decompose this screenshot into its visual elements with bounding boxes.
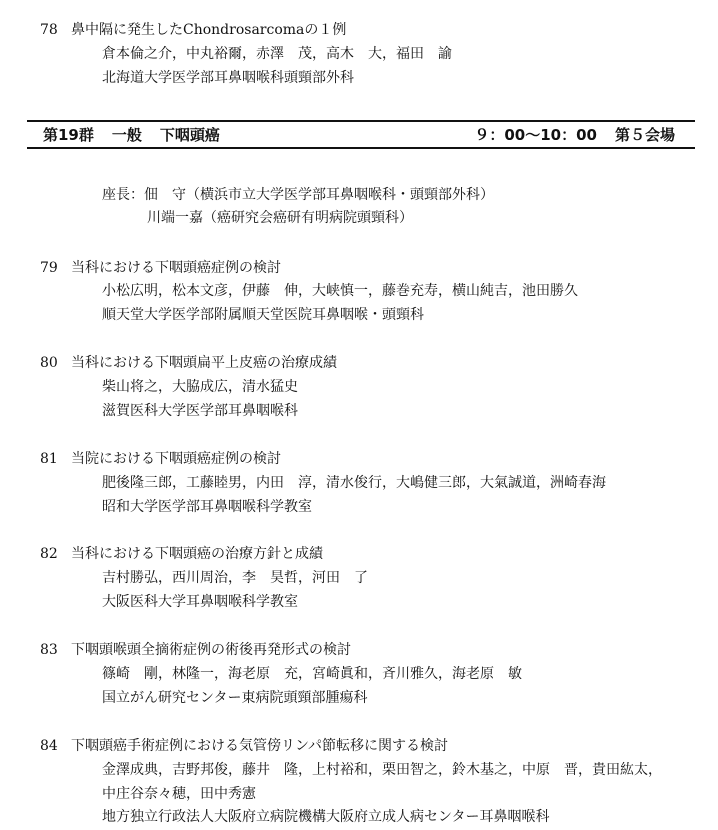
session-topic: 下咽頭癌 (159, 126, 220, 144)
entry-affiliation: 国立がん研究センター東病院頭頸部腫瘍科 (102, 690, 368, 706)
session-group: 第19群 (43, 126, 94, 144)
entry-number: 83 (40, 642, 58, 658)
entry-title: 下咽頭喉頭全摘術症例の術後再発形式の検討 (71, 642, 351, 658)
chair-line-2: 川端一嘉（癌研究会癌研有明病院頭頸科） (147, 210, 413, 226)
entry-authors: 柴山将之，大脇成広，清水猛史 (102, 379, 298, 395)
entry-authors: 肥後隆三郎，工藤睦男，内田 淳，清水俊行，大嶋健三郎，大氣誠道，洲崎春海 (102, 475, 606, 491)
entry-authors: 倉本倫之介，中丸裕爾，赤澤 茂，高木 大，福田 諭 (102, 46, 452, 62)
entry-title: 当科における下咽頭扁平上皮癌の治療成績 (71, 355, 337, 371)
header-rule-top (27, 120, 695, 122)
session-time: ９：00～10：00 (474, 126, 597, 144)
entry-number: 80 (40, 355, 58, 371)
entry-affiliation: 滋賀医科大学医学部耳鼻咽喉科 (102, 403, 298, 419)
session-header (27, 120, 695, 150)
header-rule-bottom (27, 147, 695, 149)
entry-title: 当科における下咽頭癌の治療方針と成績 (71, 546, 323, 562)
entry-number: 78 (40, 22, 58, 38)
entry-title: 鼻中隔に発生したChondrosarcomaの１例 (71, 22, 347, 38)
entry-affiliation: 昭和大学医学部耳鼻咽喉科学教室 (102, 499, 312, 515)
entry-authors-continued: 中庄谷奈々穂，田中秀憲 (102, 786, 256, 802)
entry-affiliation: 地方独立行政法人大阪府立病院機構大阪府立成人病センター耳鼻咽喉科 (102, 809, 550, 825)
entry-authors: 小松広明，松本文彦，伊藤 伸，大峡慎一，藤巻充寿，横山純吉，池田勝久 (102, 283, 578, 299)
entry-number: 79 (40, 260, 58, 276)
chair-line-1: 座長：佃 守（横浜市立大学医学部耳鼻咽喉科・頭頸部外科） (102, 187, 494, 203)
entry-affiliation: 順天堂大学医学部附属順天堂医院耳鼻咽喉・頭頸科 (102, 307, 424, 323)
entry-affiliation: 北海道大学医学部耳鼻咽喉科頭頸部外科 (102, 70, 354, 86)
entry-title: 当院における下咽頭癌症例の検討 (71, 451, 281, 467)
session-category: 一般 (111, 126, 142, 144)
entry-number: 82 (40, 546, 58, 562)
entry-number: 81 (40, 451, 58, 467)
entry-affiliation: 大阪医科大学耳鼻咽喉科学教室 (102, 594, 298, 610)
entry-title: 当科における下咽頭癌症例の検討 (71, 260, 281, 276)
entry-authors: 吉村勝弘，西川周治，李 昊哲，河田 了 (102, 570, 368, 586)
session-header-left (43, 125, 238, 145)
entry-authors: 金澤成典，吉野邦俊，藤井 隆，上村裕和，栗田智之，鈴木基之，中原 晋，貴田紘太， (102, 762, 662, 778)
entry-number: 84 (40, 738, 58, 754)
entry-title: 下咽頭癌手術症例における気管傍リンパ節転移に関する検討 (71, 738, 449, 754)
session-header-right (456, 125, 675, 145)
session-room: 第５会場 (614, 126, 675, 144)
entry-authors: 篠崎 剛，林隆一，海老原 充，宮崎眞和，斉川雅久，海老原 敏 (102, 666, 522, 682)
